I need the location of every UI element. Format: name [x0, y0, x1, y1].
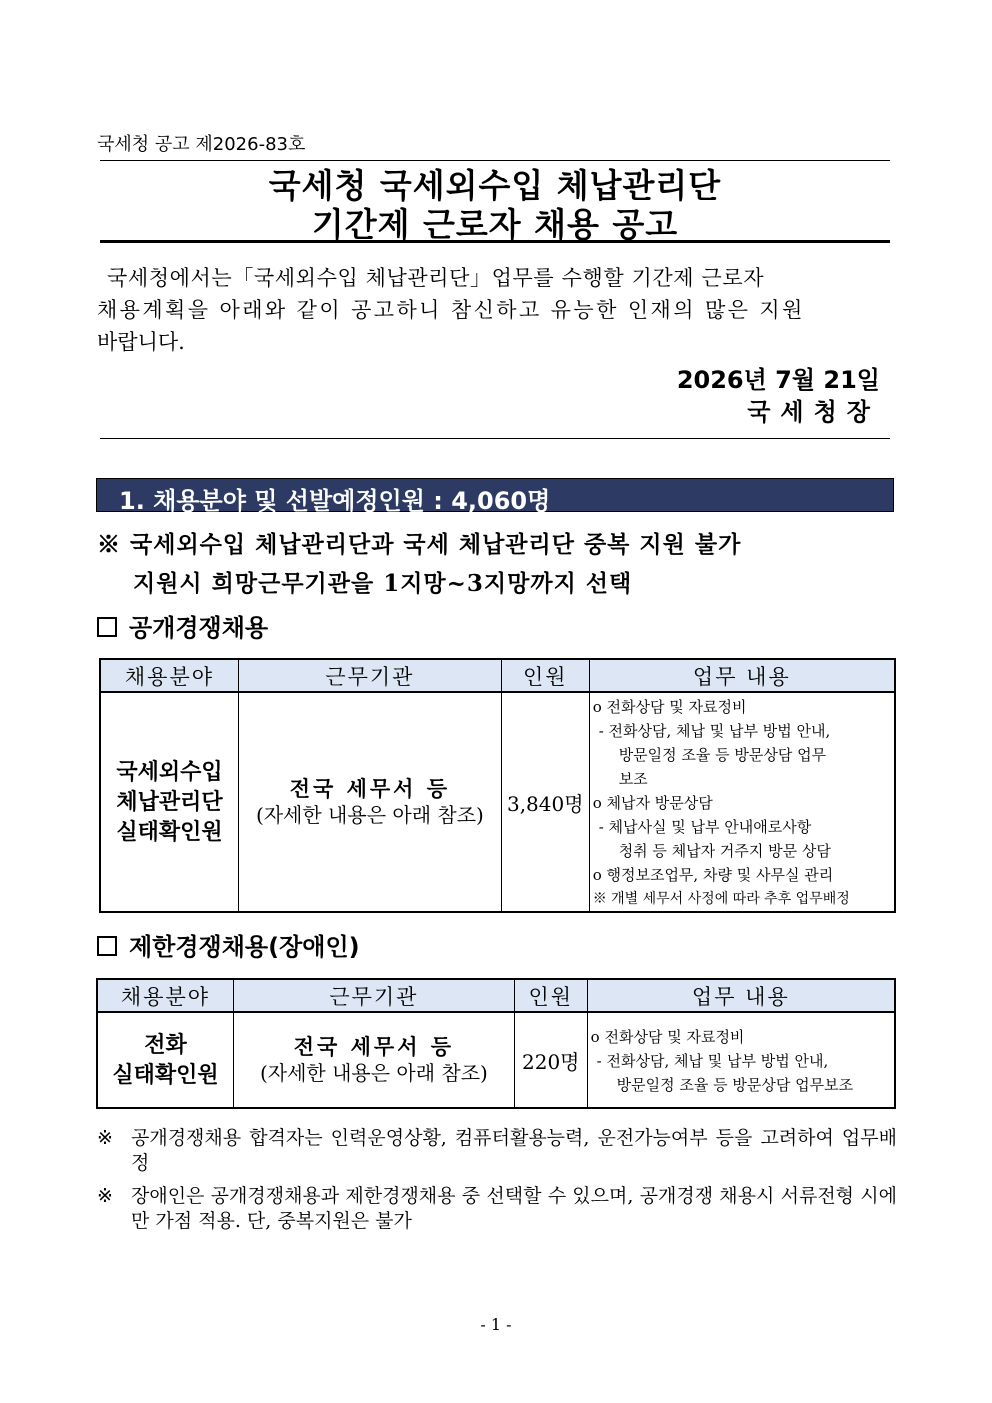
- header-bottom-rule: [100, 438, 890, 439]
- checkbox-square-icon: [97, 936, 117, 956]
- open-recruit-heading-text: 공개경쟁채용: [129, 614, 269, 642]
- checkbox-square-icon: [97, 617, 117, 637]
- duties-cell: [587, 1012, 895, 1108]
- field-line: 전화: [144, 1032, 187, 1058]
- announcement-date: 2026년 7월 21일: [676, 366, 880, 394]
- footnote-text: 장애인은 공개경쟁채용과 제한경쟁채용 중 선택할 수 있으며, 공개경쟁 채용시 서류전형 시에만 가점 적용. 단, 중복지원은 불가: [131, 1185, 897, 1232]
- header-field: 채용분야: [100, 659, 238, 692]
- agency-cell: [233, 1012, 514, 1108]
- intro-line-1: 국세청에서는「국세외수입 체납관리단」업무를 수행할 기간제 근로자: [107, 266, 765, 290]
- limited-recruit-heading-text: 제한경쟁채용(장애인): [129, 933, 360, 961]
- header-field: 채용분야: [97, 979, 233, 1012]
- field-cell: [97, 1012, 233, 1108]
- agency-sub: (자세한 내용은 아래 참조): [255, 803, 484, 827]
- table-header-row: [97, 979, 895, 1012]
- notice-number: 국세청 공고 제2026-83호: [97, 134, 306, 155]
- duty-item: - 전화상담, 체납 및 납부 방법 안내,: [598, 722, 831, 740]
- duty-item: - 전화상담, 체납 및 납부 방법 안내,: [596, 1052, 829, 1070]
- table-row: [97, 1012, 895, 1108]
- header-agency: 근무기관: [233, 979, 514, 1012]
- header-count: 인원: [501, 659, 589, 692]
- duties-cell: [589, 692, 895, 912]
- field-line: 국세외수입: [116, 759, 223, 785]
- agency-main: 전국 세무서 등: [289, 776, 451, 801]
- agency-sub: (자세한 내용은 아래 참조): [259, 1061, 488, 1085]
- intro-line-2: 채용계획을 아래와 같이 공고하니 참신하고 유능한 인재의 많은 지원: [97, 298, 805, 322]
- header-duties: 업무 내용: [589, 659, 895, 692]
- count-cell: 3,840명: [501, 692, 589, 912]
- header-agency: 근무기관: [238, 659, 501, 692]
- section-heading: 1. 채용분야 및 선발예정인원 : 4,060명: [119, 487, 551, 515]
- open-recruit-table: [99, 658, 896, 913]
- page-subtitle: 기간제 근로자 채용 공고: [311, 205, 679, 244]
- duty-item: o 행정보조업무, 차량 및 사무실 관리: [592, 866, 834, 884]
- footnote-mark: ※: [97, 1127, 113, 1149]
- header-duties: 업무 내용: [587, 979, 895, 1012]
- duty-item: 방문일정 조율 등 방문상담 업무보조: [616, 1076, 854, 1094]
- limited-recruit-heading: [97, 927, 360, 962]
- duty-item: o 체납자 방문상담: [592, 794, 713, 812]
- table-row: [100, 692, 895, 912]
- agency-main: 전국 세무서 등: [293, 1034, 455, 1059]
- duty-item: - 체납사실 및 납부 안내애로사항: [598, 818, 812, 836]
- header-count: 인원: [514, 979, 587, 1012]
- duty-item: 보조: [618, 770, 648, 788]
- intro-line-3: 바랍니다.: [97, 330, 185, 354]
- footnote-text: 공개경쟁채용 합격자는 인력운영상황, 컴퓨터활용능력, 운전가능여부 등을 고려하여 업무배정: [131, 1127, 897, 1174]
- field-cell: [100, 692, 238, 912]
- open-recruit-heading: [97, 608, 268, 643]
- footnote-mark: ※: [97, 1185, 113, 1207]
- duty-item: 방문일정 조율 등 방문상담 업무: [618, 746, 827, 764]
- page-number: - 1 -: [480, 1315, 512, 1334]
- agency-cell: [238, 692, 501, 912]
- field-line: 실태확인원: [116, 819, 223, 845]
- issuer-name: 국세청장: [747, 398, 880, 426]
- preference-note: 지원시 희망근무기관을 1지망~3지망까지 선택: [133, 570, 633, 597]
- page-title: 국세청 국세외수입 체납관리단: [268, 166, 722, 205]
- title-rule: [100, 240, 890, 243]
- duty-item: o 전화상담 및 자료정비: [590, 1028, 745, 1046]
- table-header-row: [100, 659, 895, 692]
- section-heading-bar: [96, 478, 894, 515]
- footnote-2: [97, 1184, 897, 1234]
- duty-item: 청취 등 체납자 거주지 방문 상담: [618, 842, 831, 860]
- duplicate-apply-note: ※ 국세외수입 체납관리단과 국세 체납관리단 중복 지원 불가: [97, 531, 742, 558]
- field-line: 실태확인원: [112, 1062, 219, 1088]
- intro-paragraph: [97, 262, 897, 358]
- duty-item: ※ 개별 세무서 사정에 따라 추후 업무배정: [592, 891, 850, 907]
- duty-item: o 전화상담 및 자료정비: [592, 698, 747, 716]
- footnote-1: [97, 1126, 897, 1176]
- field-line: 체납관리단: [116, 789, 223, 815]
- limited-recruit-table: [96, 978, 896, 1109]
- count-cell: 220명: [514, 1012, 587, 1108]
